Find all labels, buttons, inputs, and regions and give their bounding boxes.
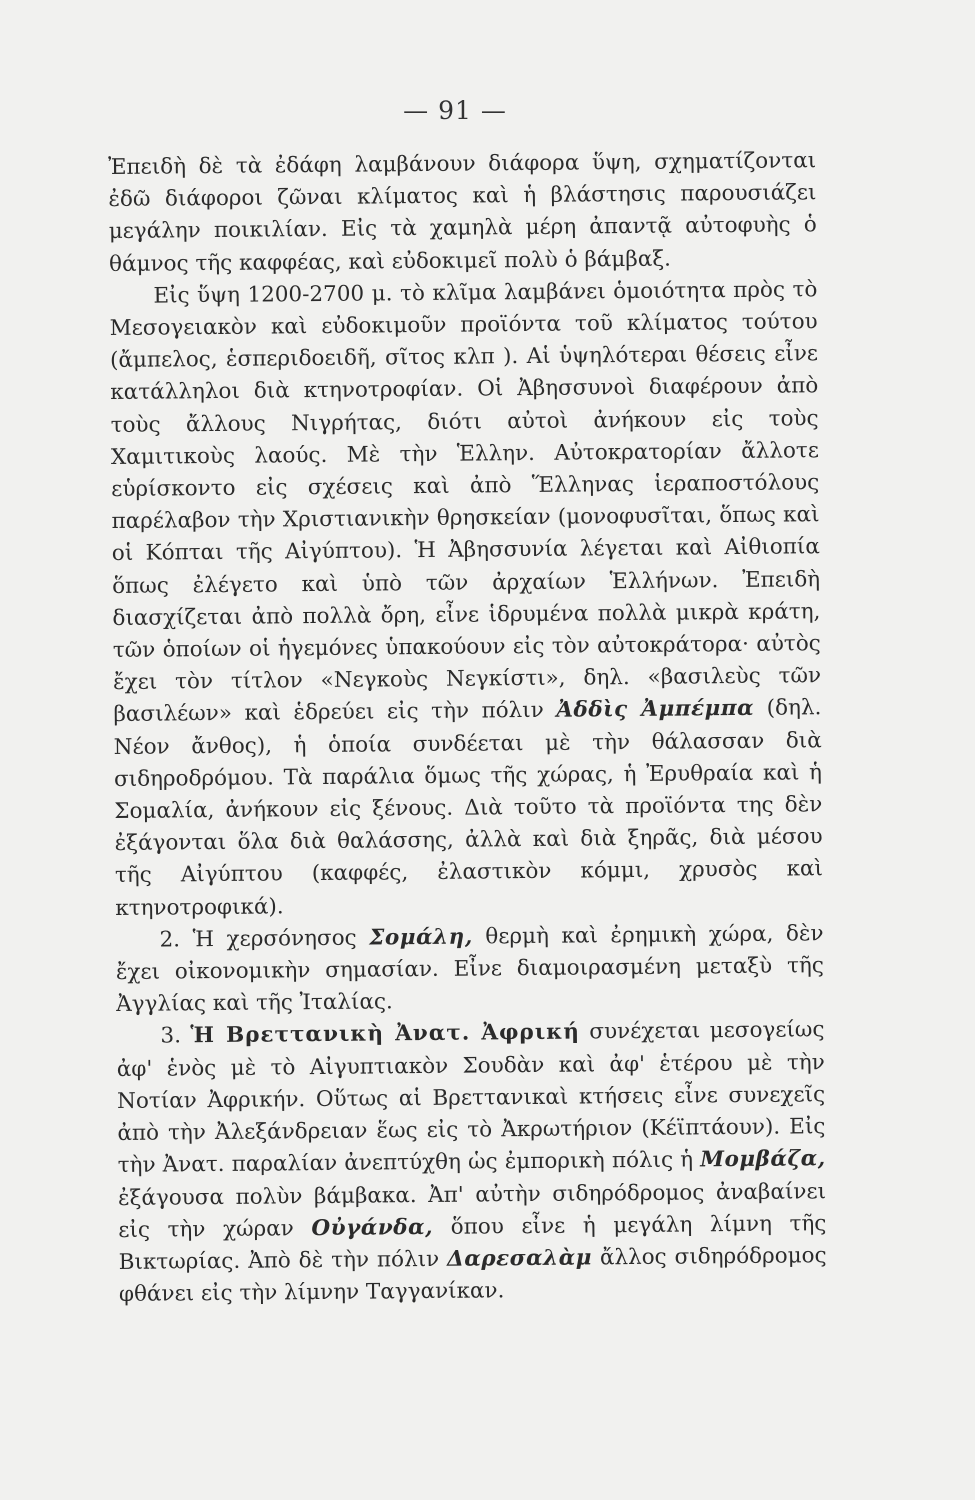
section-3-text-c: ὅπου εἶνε ἡ μεγάλη λίμνη τῆς Βικτωρίας. Ἀπὸ δὲ τὴν πόλιν	[118, 1210, 827, 1275]
section-3-heading: Ἡ Βρεττανικὴ Ἀνατ. Ἀφρική	[190, 1019, 581, 1049]
section-3-text-b: ἐξάγουσα πολὺν βάμβακα. Ἀπ' αὐτὴν σιδηρόδρομος ἀναβαίνει εἰς τὴν χώραν	[117, 1178, 827, 1243]
section-3-text-a: συνέχεται μεσογείως ἀφ' ἑνὸς μὲ τὸ Αἰγυπτιακὸν Σουδὰν καὶ ἀφ' ἑτέρου μὲ τὴν Νοτίαν Ἀφρικήν. Οὕτως αἱ Βρεττανικαὶ κτήσεις εἶνε συνεχεῖς ἀπὸ τὴν Ἀλεξάνδρειαν ἕως εἰς τὸ Ἀκρωτήριον (Κέϊπτάουν). Εἰς τὴν Ἀνατ. παραλίαν ἀνεπτύχθη ὡς ἐμπορικὴ πόλις ἡ	[116, 1017, 826, 1179]
paragraph-1: Ἐπειδὴ δὲ τὰ ἐδάφη λαμβάνουν διάφορα ὕψη, σχηματίζονται ἐδῶ διάφοροι ζῶναι κλίματος καὶ ἡ βλάστησις παρουσιάζει μεγάλην ποικιλίαν. Εἰς τὰ χαμηλὰ μέρη ἀπαντᾷ αὐτοφυὴς ὁ θάμνος τῆς καφφέας, καὶ εὐδοκιμεῖ πολὺ ὁ βάμβαξ.	[108, 148, 817, 277]
place-mombasa: Μομβάζα,	[700, 1146, 826, 1173]
place-addis-ababa: Ἀδδὶς Ἀμπέμπα	[556, 696, 755, 724]
paragraph-2-text: Εἰς ὕψη 1200-2700 μ. τὸ κλῖμα λαμβάνει ὁμοιότητα πρὸς τὸ Μεσογειακὸν καὶ εὐδοκιμοῦν προϊόντα τοῦ κλίματος τούτου (ἄμπελος, ἑσπεριδοειδῆ, σῖτος κλπ ). Αἱ ὑψηλότεραι θέσεις εἶνε κατάλληλοι διὰ κτηνοτροφίαν. Οἱ Ἀβησσυνοὶ διαφέρουν ἀπὸ τοὺς ἄλλους Νιγρήτας, διότι αὐτοὶ ἀνήκουν εἰς τοὺς Χαμιτικοὺς λαούς. Μὲ τὴν Ἑλλην. Αὐτοκρατορίαν ἄλλοτε εὑρίσκοντο εἰς σχέσεις καὶ ἀπὸ Ἕλληνας ἱεραποστόλους παρέλαβον τὴν Χριστιανικὴν θρησκείαν (μονοφυσῖται, ὅπως καὶ οἱ Κόπται τῆς Αἰγύπτου). Ἡ Ἀβησσυνία λέγεται καὶ Αἰθιοπία ὅπως ἐλέγετο καὶ ὑπὸ τῶν ἀρχαίων Ἑλλήνων. Ἐπειδὴ διασχίζεται ἀπὸ πολλὰ ὄρη, εἶνε ἱδρυμένα πολλὰ μικρὰ κράτη, τῶν ὁποίων οἱ ἡγεμόνες ὑπακούουν εἰς τὸν αὐτοκράτορα· αὐτὸς ἔχει τὸν τίτλον «Νεγκοὺς Νεγκίστι», δηλ. «βασιλεὺς τῶν βασιλέων» καὶ ἑδρεύει εἰς τὴν πόλιν	[109, 277, 822, 728]
section-3	[116, 1015, 827, 1312]
section-3-text-d: ἄλλος σιδηρόδρομος φθάνει εἰς τὴν λίμνην Ταγγανίκαν.	[118, 1243, 827, 1308]
section-2	[115, 918, 824, 1021]
paragraph-2-rest: (δηλ. Νέον ἄνθος), ἡ ὁποία συνδέεται μὲ τὴν θάλασσαν διὰ σιδηροδρόμου. Τὰ παράλια ὅμως τῆς χώρας, ἡ Ἐρυθραία καὶ ἡ Σομαλία, ἀνήκουν εἰς ξένους. Διὰ τοῦτο τὰ προϊόντα της δὲν ἐξάγονται ὅλα διὰ θαλάσσης, ἀλλὰ καὶ διὰ ξηρᾶς, διὰ μέσου τῆς Αἰγύπτου (καφφές, ἐλαστικὸν κόμμι, χρυσὸς καὶ κτηνοτροφικά).	[113, 695, 824, 921]
body-text	[108, 145, 827, 1311]
place-uganda: Οὐγάνδα,	[311, 1214, 434, 1241]
paragraph-2	[109, 274, 823, 925]
place-somali: Σομάλη,	[369, 924, 473, 951]
page-number: — 91 —	[403, 96, 507, 125]
section-2-number: 2. Ἡ χερσόνησος	[159, 925, 357, 953]
section-2-text: θερμὴ καὶ ἐρημικὴ χώρα, δὲν ἔχει οἰκονομικὴν σημασίαν. Εἶνε διαμοιρασμένη μεταξὺ τῆς Ἀγγλίας καὶ τῆς Ἰταλίας.	[115, 921, 824, 1018]
section-3-number: 3.	[160, 1023, 182, 1050]
place-dar-es-salaam: Δαρεσαλὰμ	[446, 1245, 593, 1272]
